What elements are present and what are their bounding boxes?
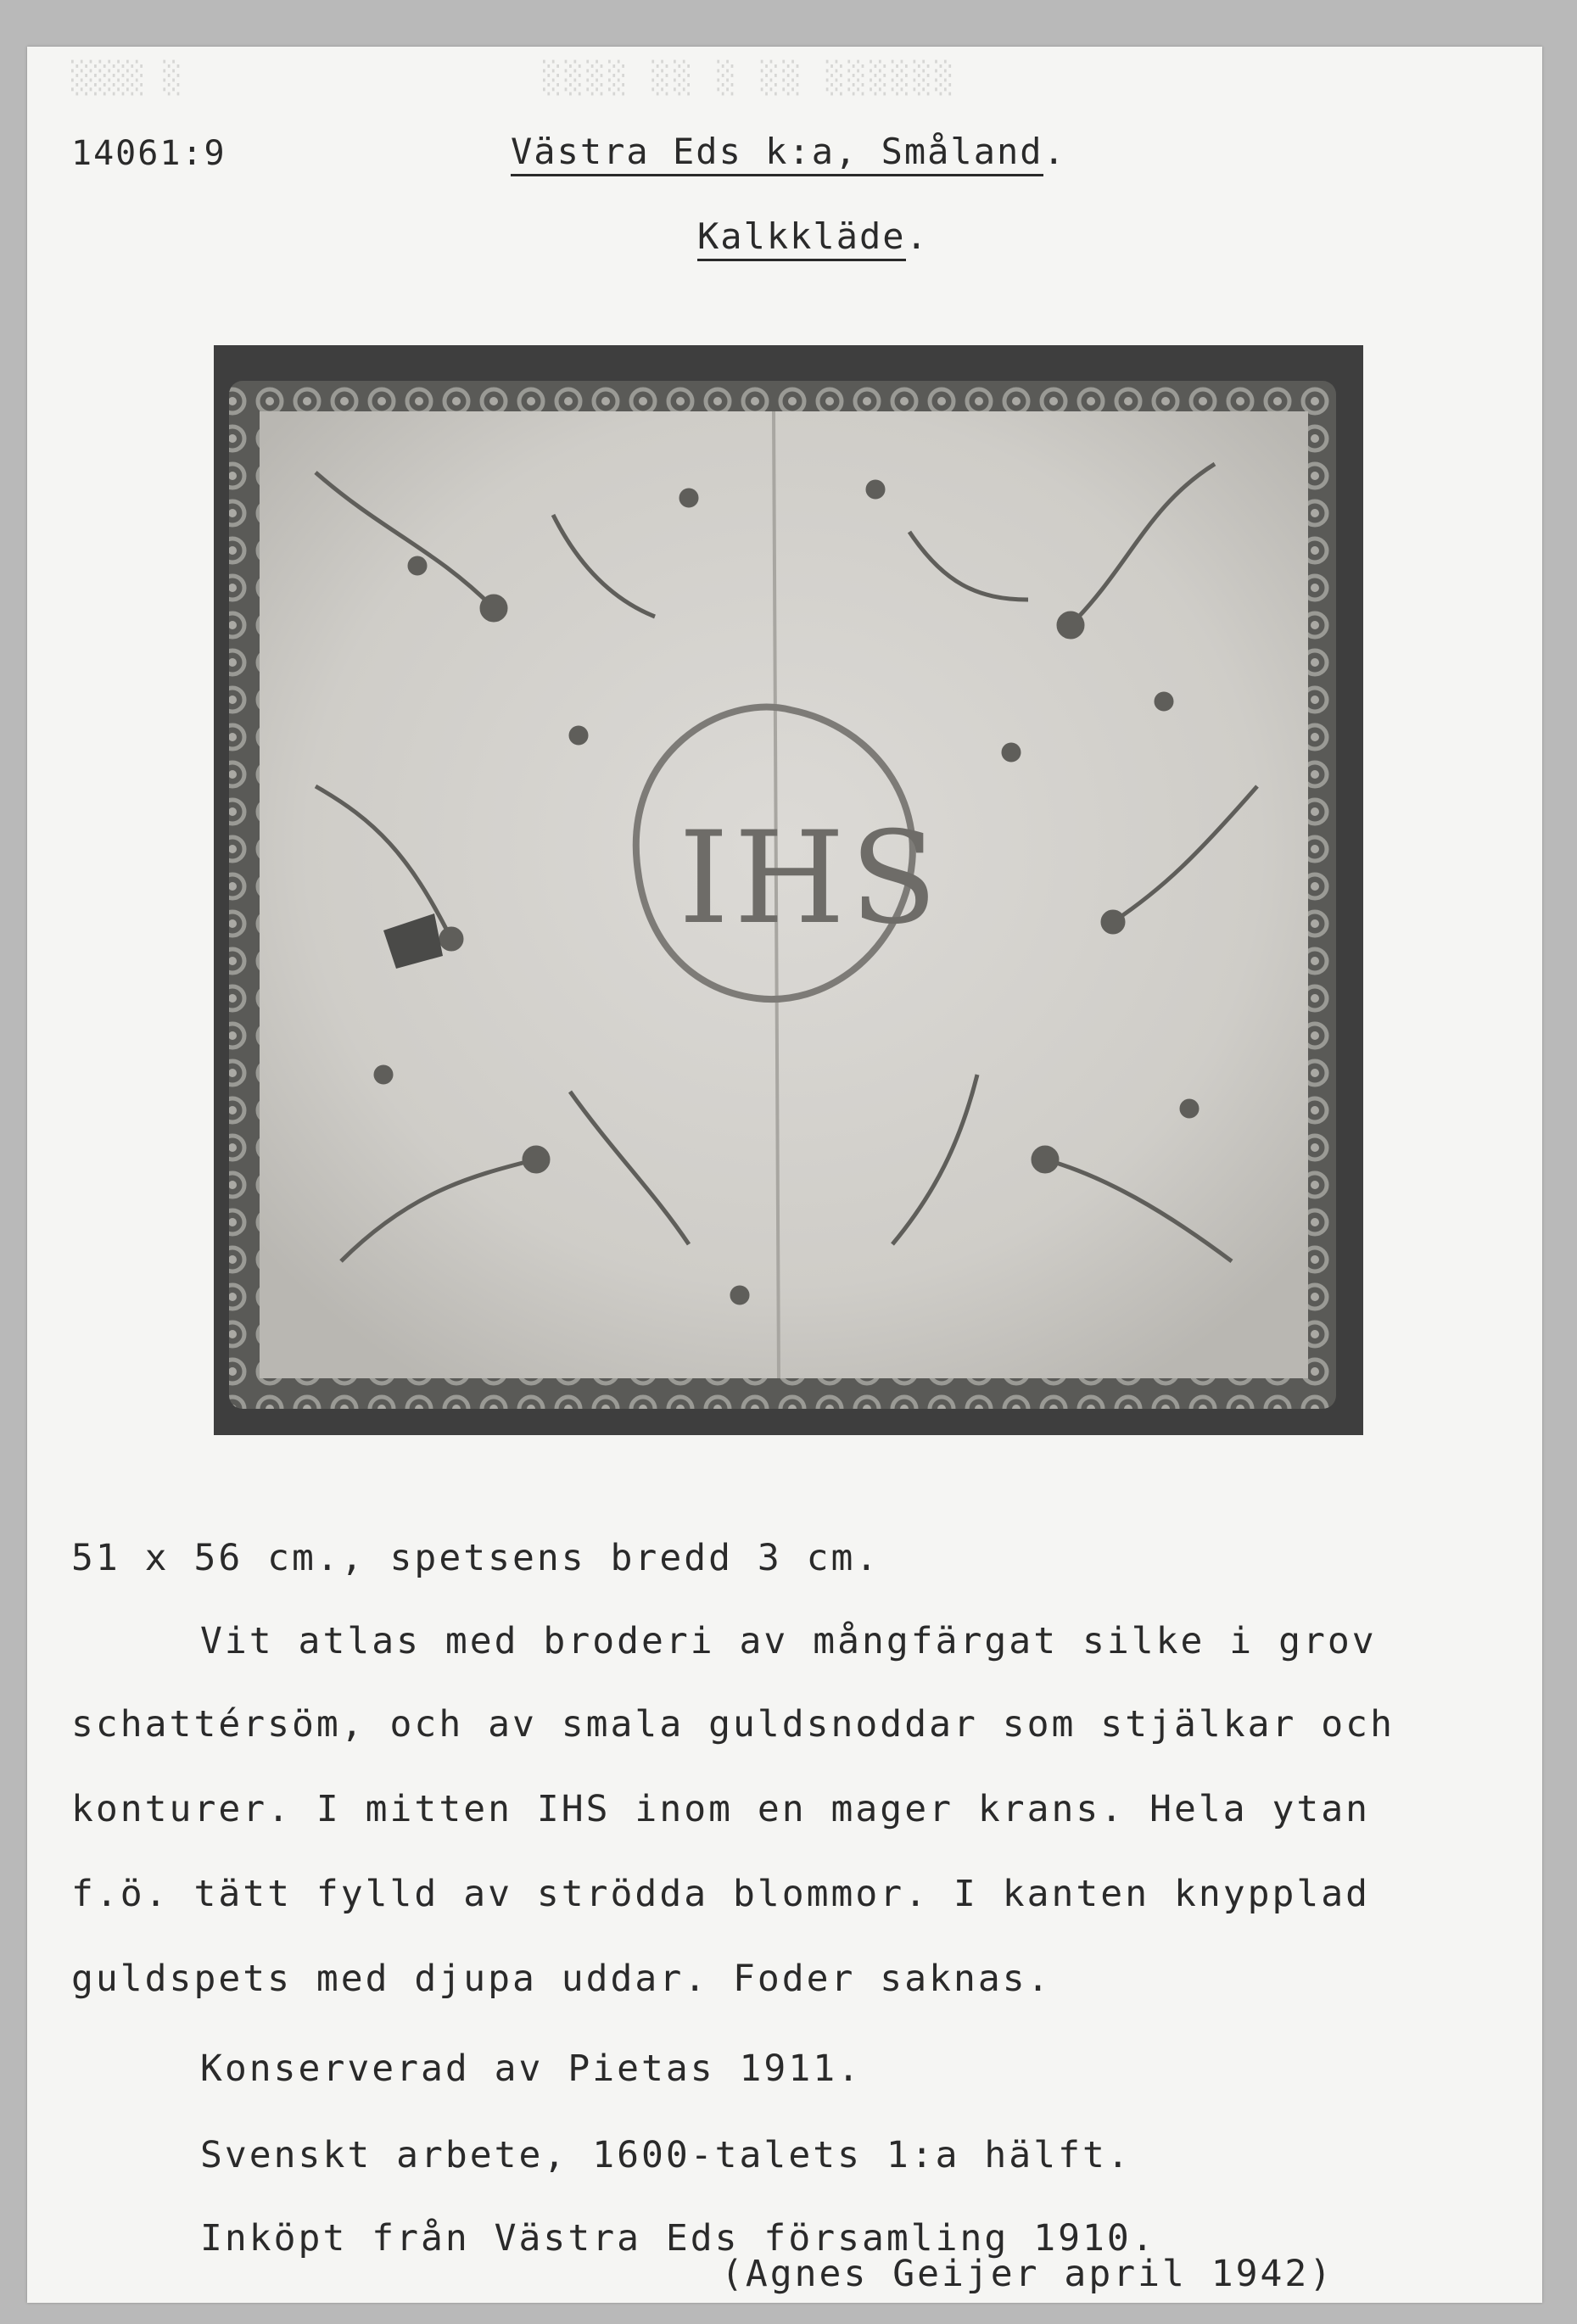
ihs-monogram: IHS xyxy=(679,805,942,953)
dimensions-line: 51 x 56 cm., spetsens bredd 3 cm. xyxy=(71,1537,881,1579)
author-signature: (Agnes Geijer april 1942) xyxy=(721,2253,1334,2295)
description-line-4: f.ö. tätt fylld av strödda blommor. I kanten knypplad xyxy=(71,1873,1371,1915)
place-name: Västra Eds k:a, Småland xyxy=(511,131,1043,176)
description-line-5: guldspets med djupa uddar. Foder saknas. xyxy=(71,1958,1052,2000)
origin-line: Svenskt arbete, 1600-talets 1:a hälft. xyxy=(200,2134,1132,2176)
faded-show-through-text-left: ░░░░ ░ xyxy=(71,61,182,96)
chalice-veil-image xyxy=(214,345,1363,1435)
inventory-number: 14061:9 xyxy=(71,134,226,173)
place-period: . xyxy=(1043,131,1066,172)
textile-photograph xyxy=(214,345,1363,1435)
conservation-line: Konserverad av Pietas 1911. xyxy=(200,2047,862,2090)
object-period: . xyxy=(905,215,929,257)
description-line-1: Vit atlas med broderi av mångfärgat silke i grov xyxy=(200,1620,1377,1662)
object-name: Kalkkläde xyxy=(697,215,906,261)
description-line-2: schattérsöm, och av smala guldsnoddar som stjälkar och xyxy=(71,1703,1395,1746)
object-heading xyxy=(697,215,929,257)
faded-show-through-text: ░░░░ ░░ ░ ░░ ░░░░░░ xyxy=(543,61,957,96)
acquisition-line: Inköpt från Västra Eds församling 1910. xyxy=(200,2217,1156,2260)
place-heading xyxy=(511,131,1066,172)
description-line-3: konturer. I mitten IHS inom en mager krans. Hela ytan xyxy=(71,1788,1371,1830)
